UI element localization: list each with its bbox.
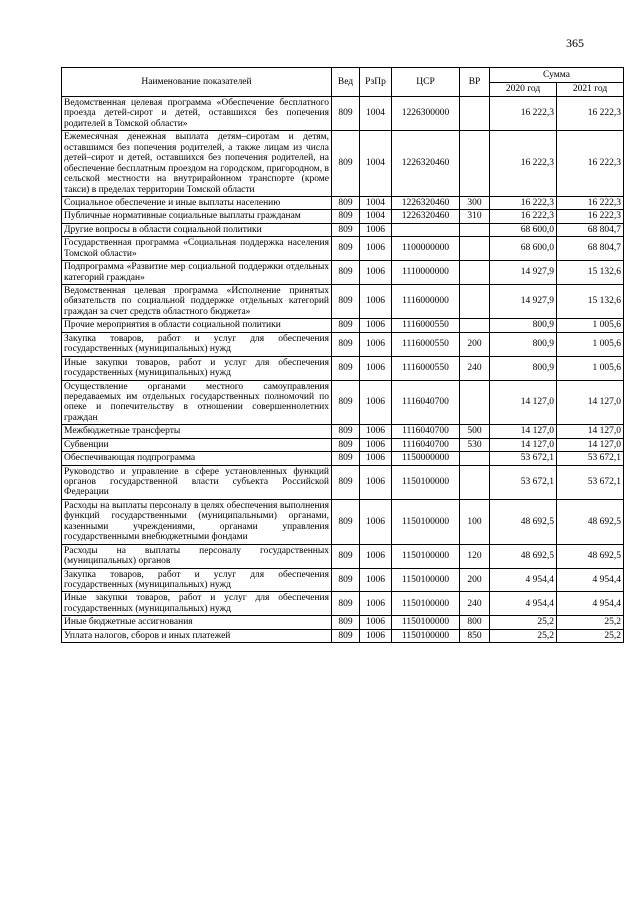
header-csr: ЦСР [392,68,460,97]
cell-name: Другие вопросы в области социальной политики [62,223,332,236]
cell-csr: 1150100000 [392,592,460,616]
cell-y2020: 16 222,3 [490,131,557,197]
cell-name: Руководство и управление в сфере установленных функций органов государственной власти субъекта Российской Федерации [62,465,332,499]
cell-rzpr: 1006 [360,592,392,616]
table-row [62,285,624,319]
cell-y2021: 16 222,3 [557,210,624,223]
cell-rzpr: 1006 [360,261,392,285]
cell-name: Иные закупки товаров, работ и услуг для обеспечения государственных (муниципальных) нужд [62,356,332,380]
cell-ved: 809 [332,629,360,642]
table-row [62,210,624,223]
table-row [62,568,624,592]
cell-vr: 200 [460,332,490,356]
cell-csr: 1150100000 [392,616,460,629]
cell-rzpr: 1004 [360,131,392,197]
cell-ved: 809 [332,319,360,332]
cell-vr: 100 [460,499,490,544]
cell-y2021: 48 692,5 [557,544,624,568]
cell-y2021: 1 005,6 [557,332,624,356]
cell-vr [460,131,490,197]
cell-vr: 240 [460,592,490,616]
cell-csr: 1150100000 [392,499,460,544]
cell-name: Публичные нормативные социальные выплаты гражданам [62,210,332,223]
cell-ved: 809 [332,237,360,261]
cell-vr: 300 [460,196,490,209]
cell-rzpr: 1006 [360,499,392,544]
cell-csr: 1150100000 [392,568,460,592]
cell-y2021: 16 222,3 [557,131,624,197]
cell-csr: 1226320460 [392,196,460,209]
cell-y2021: 53 672,1 [557,452,624,465]
cell-rzpr: 1006 [360,319,392,332]
cell-ved: 809 [332,568,360,592]
cell-y2021: 15 132,6 [557,285,624,319]
table-row [62,438,624,451]
table-row [62,131,624,197]
cell-vr [460,223,490,236]
cell-y2020: 16 222,3 [490,196,557,209]
cell-y2020: 53 672,1 [490,465,557,499]
cell-y2021: 16 222,3 [557,196,624,209]
table-row [62,237,624,261]
cell-y2020: 25,2 [490,629,557,642]
cell-rzpr: 1006 [360,616,392,629]
cell-ved: 809 [332,380,360,425]
cell-ved: 809 [332,425,360,438]
cell-ved: 809 [332,465,360,499]
cell-ved: 809 [332,544,360,568]
cell-csr: 1100000000 [392,237,460,261]
cell-rzpr: 1006 [360,629,392,642]
cell-csr: 1110000000 [392,261,460,285]
cell-y2020: 4 954,4 [490,568,557,592]
cell-y2020: 16 222,3 [490,97,557,131]
cell-csr: 1116040700 [392,380,460,425]
cell-name: Ведомственная целевая программа «Обеспечение бесплатного проезда детей-сирот и детей, оставшихся без попечения родителей в Томской области» [62,97,332,131]
cell-vr [460,285,490,319]
header-2021: 2021 год [557,83,624,97]
cell-vr: 200 [460,568,490,592]
cell-csr [392,223,460,236]
header-name: Наименование показателей [62,68,332,97]
cell-y2020: 14 927,9 [490,285,557,319]
table-row [62,629,624,642]
cell-y2021: 25,2 [557,616,624,629]
cell-rzpr: 1006 [360,380,392,425]
cell-name: Осуществление органами местного самоуправления передаваемых им отдельных государственных полномочий по опеке и попечительству в отношении совершеннолетних граждан [62,380,332,425]
table-row [62,196,624,209]
header-rzpr: РзПр [360,68,392,97]
cell-vr: 800 [460,616,490,629]
cell-vr: 240 [460,356,490,380]
cell-y2020: 800,9 [490,319,557,332]
cell-name: Межбюджетные трансферты [62,425,332,438]
cell-rzpr: 1006 [360,438,392,451]
cell-y2021: 1 005,6 [557,356,624,380]
cell-y2021: 4 954,4 [557,592,624,616]
cell-name: Закупка товаров, работ и услуг для обеспечения государственных (муниципальных) нужд [62,332,332,356]
cell-ved: 809 [332,285,360,319]
budget-table [61,67,624,643]
page-number: 365 [566,36,584,50]
cell-ved: 809 [332,592,360,616]
cell-y2020: 53 672,1 [490,452,557,465]
cell-name: Ведомственная целевая программа «Исполнение принятых обязательств по социальной поддержке отдельных категорий граждан за счет средств областного бюджета» [62,285,332,319]
cell-y2020: 14 927,9 [490,261,557,285]
cell-y2020: 48 692,5 [490,544,557,568]
table-row [62,356,624,380]
cell-y2021: 4 954,4 [557,568,624,592]
cell-csr: 1150100000 [392,465,460,499]
cell-ved: 809 [332,261,360,285]
cell-rzpr: 1006 [360,452,392,465]
cell-vr: 850 [460,629,490,642]
cell-ved: 809 [332,499,360,544]
cell-y2021: 48 692,5 [557,499,624,544]
cell-csr: 1150000000 [392,452,460,465]
cell-rzpr: 1004 [360,196,392,209]
cell-rzpr: 1006 [360,332,392,356]
cell-y2020: 14 127,0 [490,380,557,425]
cell-csr: 1150100000 [392,629,460,642]
cell-vr [460,380,490,425]
cell-y2020: 800,9 [490,332,557,356]
header-ved: Вед [332,68,360,97]
cell-vr: 530 [460,438,490,451]
cell-rzpr: 1006 [360,465,392,499]
cell-csr: 1116000000 [392,285,460,319]
cell-name: Социальное обеспечение и иные выплаты населению [62,196,332,209]
cell-y2021: 14 127,0 [557,438,624,451]
table-row [62,592,624,616]
cell-name: Обеспечивающая подпрограмма [62,452,332,465]
cell-y2021: 15 132,6 [557,261,624,285]
cell-vr: 120 [460,544,490,568]
cell-rzpr: 1006 [360,285,392,319]
cell-y2020: 4 954,4 [490,592,557,616]
cell-name: Государственная программа «Социальная поддержка населения Томской области» [62,237,332,261]
table-row [62,223,624,236]
cell-ved: 809 [332,210,360,223]
cell-y2020: 68 600,0 [490,237,557,261]
header-sum: Сумма [490,68,624,83]
cell-vr [460,97,490,131]
cell-y2020: 68 600,0 [490,223,557,236]
cell-rzpr: 1006 [360,544,392,568]
table-row [62,544,624,568]
cell-rzpr: 1006 [360,356,392,380]
cell-ved: 809 [332,616,360,629]
table-row [62,97,624,131]
header-vr: ВР [460,68,490,97]
cell-csr: 1150100000 [392,544,460,568]
header-2020: 2020 год [490,83,557,97]
cell-y2020: 14 127,0 [490,438,557,451]
cell-name: Субвенции [62,438,332,451]
table-row [62,319,624,332]
cell-name: Иные бюджетные ассигнования [62,616,332,629]
cell-vr [460,237,490,261]
cell-y2021: 14 127,0 [557,380,624,425]
cell-csr: 1116000550 [392,356,460,380]
cell-ved: 809 [332,196,360,209]
cell-y2020: 25,2 [490,616,557,629]
cell-y2021: 14 127,0 [557,425,624,438]
cell-name: Прочие мероприятия в области социальной политики [62,319,332,332]
cell-vr [460,452,490,465]
table-row [62,332,624,356]
cell-ved: 809 [332,356,360,380]
cell-vr [460,465,490,499]
cell-csr: 1226300000 [392,97,460,131]
table-row [62,452,624,465]
cell-ved: 809 [332,438,360,451]
table-row [62,616,624,629]
cell-csr: 1226320460 [392,210,460,223]
cell-csr: 1116000550 [392,332,460,356]
cell-name: Закупка товаров, работ и услуг для обеспечения государственных (муниципальных) нужд [62,568,332,592]
cell-csr: 1116040700 [392,438,460,451]
cell-name: Уплата налогов, сборов и иных платежей [62,629,332,642]
cell-y2021: 25,2 [557,629,624,642]
cell-rzpr: 1006 [360,237,392,261]
table-row [62,465,624,499]
cell-y2021: 68 804,7 [557,237,624,261]
cell-name: Ежемесячная денежная выплата детям–сиротам и детям, оставшимся без попечения родителей, а также лицам из числа детей–сирот и детей, оставшихся без попечения родителей, на обеспечение бесплатным проездом на городском, пригородном, в сельской местности на внутрирайонном транспорте (кроме такси) в пределах территории Томской области [62,131,332,197]
cell-ved: 809 [332,223,360,236]
table-row [62,425,624,438]
cell-rzpr: 1004 [360,97,392,131]
cell-y2021: 53 672,1 [557,465,624,499]
cell-ved: 809 [332,332,360,356]
cell-y2020: 800,9 [490,356,557,380]
cell-ved: 809 [332,452,360,465]
cell-rzpr: 1006 [360,223,392,236]
cell-vr [460,319,490,332]
cell-ved: 809 [332,131,360,197]
cell-name: Расходы на выплаты персоналу государственных (муниципальных) органов [62,544,332,568]
cell-y2020: 48 692,5 [490,499,557,544]
cell-vr: 500 [460,425,490,438]
cell-y2021: 68 804,7 [557,223,624,236]
cell-rzpr: 1006 [360,568,392,592]
cell-vr: 310 [460,210,490,223]
cell-ved: 809 [332,97,360,131]
cell-name: Подпрограмма «Развитие мер социальной поддержки отдельных категорий граждан» [62,261,332,285]
cell-vr [460,261,490,285]
table-row [62,380,624,425]
table-row [62,261,624,285]
cell-y2021: 1 005,6 [557,319,624,332]
cell-y2020: 14 127,0 [490,425,557,438]
cell-rzpr: 1004 [360,210,392,223]
cell-name: Иные закупки товаров, работ и услуг для обеспечения государственных (муниципальных) нужд [62,592,332,616]
cell-y2020: 16 222,3 [490,210,557,223]
cell-rzpr: 1006 [360,425,392,438]
cell-name: Расходы на выплаты персоналу в целях обеспечения выполнения функций государственными (муниципальными) органами, казенными учреждениями, органами управления государственными внебюджетными фондами [62,499,332,544]
cell-y2021: 16 222,3 [557,97,624,131]
cell-csr: 1226320460 [392,131,460,197]
cell-csr: 1116040700 [392,425,460,438]
cell-csr: 1116000550 [392,319,460,332]
table-row [62,499,624,544]
